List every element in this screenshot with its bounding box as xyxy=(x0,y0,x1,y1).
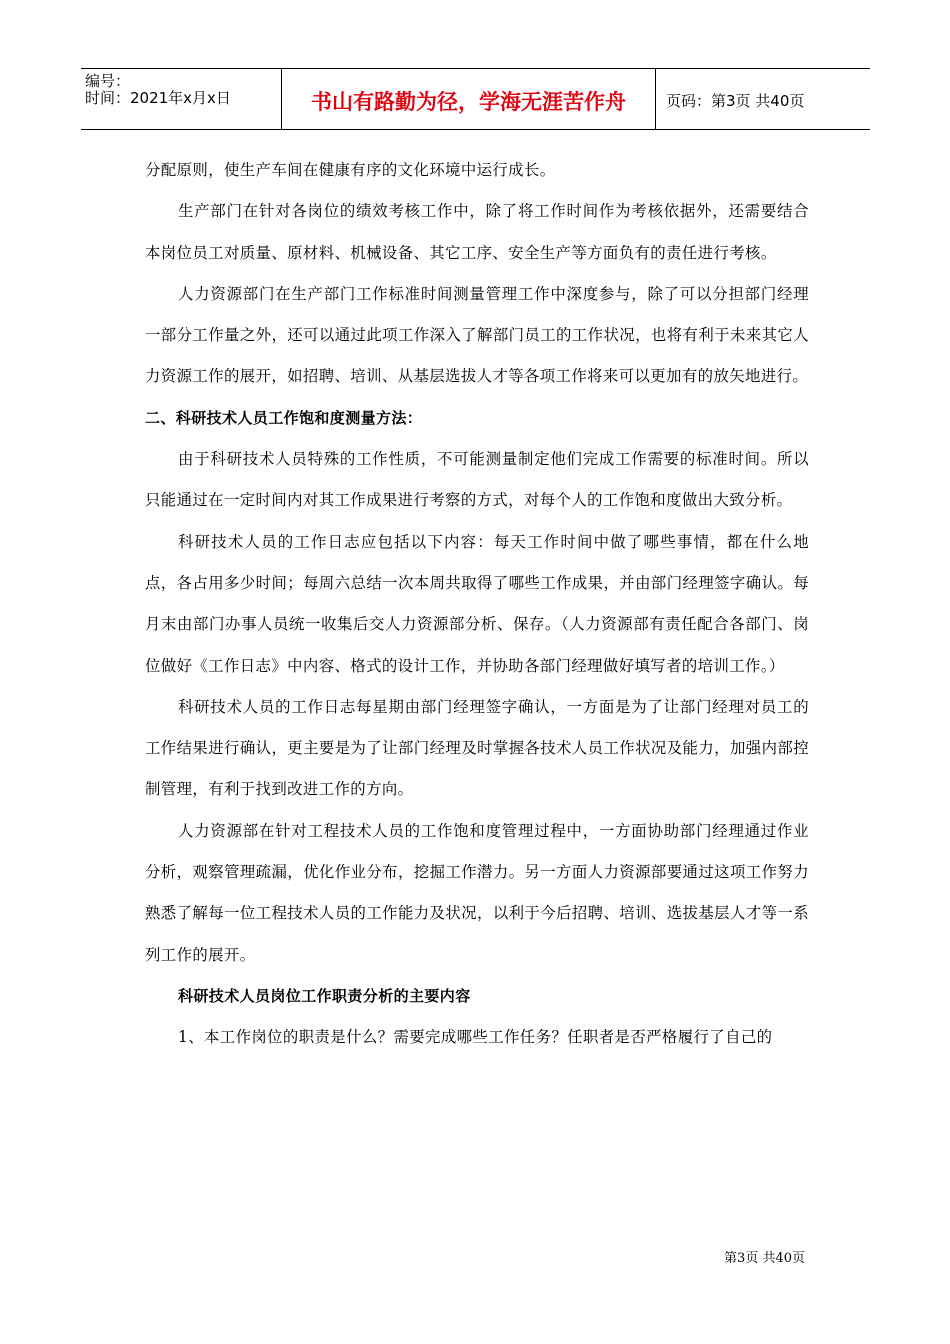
header-page-cell xyxy=(656,69,870,129)
footer-page-number: 第3页 共40页 xyxy=(724,1251,805,1266)
paragraph: 科研技术人员的工作日志应包括以下内容：每天工作时间中做了哪些事情，都在什么地点，各占用多少时间；每周六总结一次本周共取得了哪些工作成果，并由部门经理签字确认。每月末由部门办事人员统一收集后交人力资源部分析、保存。（人力资源部有责任配合各部门、岗位做好《工作日志》中内容、格式的设计工作，并协助各部门经理做好填写者的培训工作。） xyxy=(145,532,809,675)
paragraph: 生产部门在针对各岗位的绩效考核工作中，除了将工作时间作为考核依据外，还需要结合本岗位员工对质量、原材料、机械设备、其它工序、安全生产等方面负有的责任进行考核。 xyxy=(145,202,809,262)
paragraph: 人力资源部在针对工程技术人员的工作饱和度管理过程中，一方面协助部门经理通过作业分析，观察管理疏漏，优化作业分布，挖掘工作潜力。另一方面人力资源部要通过这项工作努力熟悉了解每一位工程技术人员的工作能力及状况，以利于今后招聘、培训、选拔基层人才等一系列工作的展开。 xyxy=(145,821,809,964)
paragraph: 由于科研技术人员特殊的工作性质，不可能测量制定他们完成工作需要的标准时间。所以只能通过在一定时间内对其工作成果进行考察的方式，对每个人的工作饱和度做出大致分析。 xyxy=(145,450,809,510)
subsection-heading: 科研技术人员岗位工作职责分析的主要内容 xyxy=(178,986,471,1005)
section-heading: 二、科研技术人员工作饱和度测量方法： xyxy=(145,408,423,427)
header-motto: 书山有路勤为径，学海无涯苦作舟 xyxy=(311,90,626,114)
page-footer xyxy=(724,1247,805,1266)
paragraph: 人力资源部门在生产部门工作标准时间测量管理工作中深度参与，除了可以分担部门经理一部分工作量之外，还可以通过此项工作深入了解部门员工的工作状况，也将有利于未来其它人力资源工作的展开，如招聘、培训、从基层选拔人才等各项工作将来可以更加有的放矢地进行。 xyxy=(145,284,809,386)
header-meta xyxy=(81,69,282,129)
document-date-label: 时间：2021年x月x日 xyxy=(85,89,231,107)
header-page-label: 页码：第3页 共40页 xyxy=(666,91,805,110)
page-header xyxy=(81,68,870,130)
document-number-label: 编号： xyxy=(85,72,131,90)
paragraph: 分配原则，使生产车间在健康有序的文化环境中运行成长。 xyxy=(145,161,556,179)
paragraph: 科研技术人员的工作日志每星期由部门经理签字确认，一方面是为了让部门经理对员工的工作结果进行确认，更主要是为了让部门经理及时掌握各技术人员工作状况及能力，加强内部控制管理，有利于找到改进工作的方向。 xyxy=(145,697,809,799)
paragraph: 1、本工作岗位的职责是什么？需要完成哪些工作任务？任职者是否严格履行了自己的 xyxy=(178,1028,773,1047)
header-motto-cell xyxy=(282,69,656,129)
document-body xyxy=(145,150,809,1059)
